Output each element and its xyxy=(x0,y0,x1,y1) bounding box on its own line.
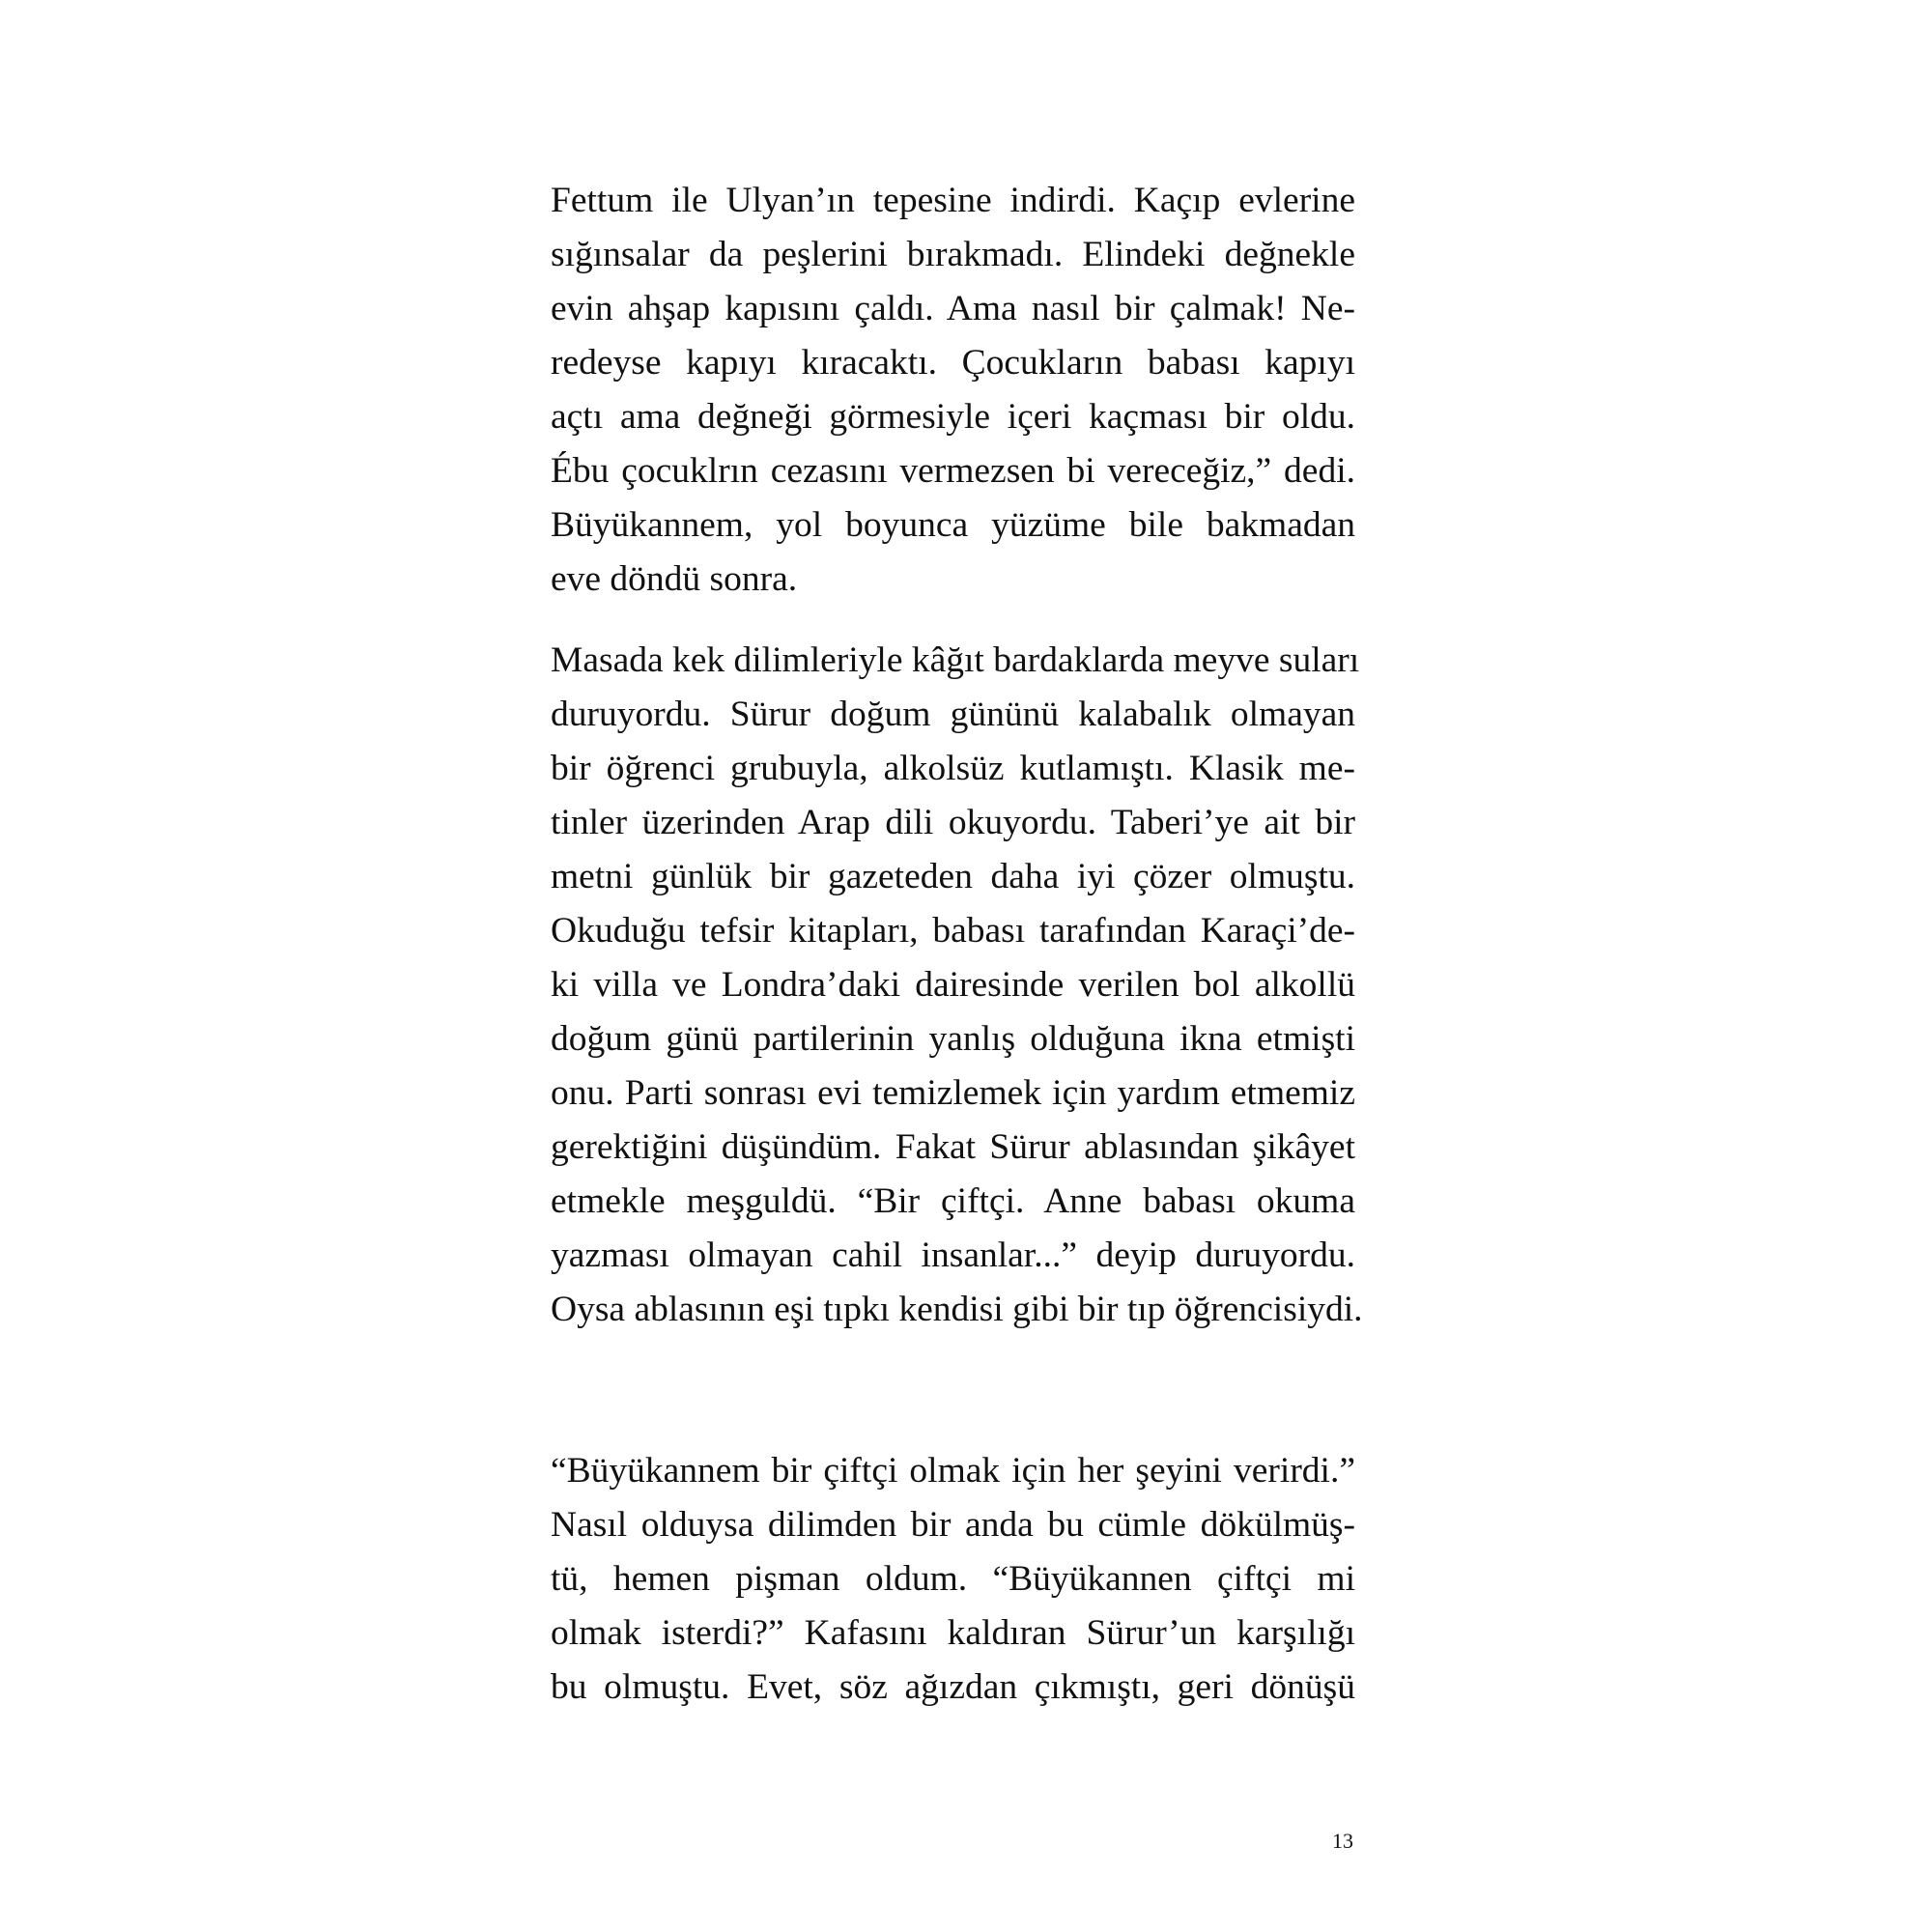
text-line: “Büyükannem bir çiftçi olmak için her şeyini verirdi.” xyxy=(551,1451,1355,1491)
text-line: sığınsalar da peşlerini bırakmadı. Elindeki değnekle xyxy=(551,235,1355,274)
text-line: eve döndü sonra. xyxy=(551,559,798,599)
text-line: doğum günü partilerinin yanlış olduğuna ikna etmişti xyxy=(551,1019,1355,1059)
text-line: Ébu çocuklrın cezasını vermezsen bi vereceğiz,” dedi. xyxy=(551,451,1355,491)
text-line: bir öğrenci grubuyla, alkolsüz kutlamıştı. Klasik me- xyxy=(551,749,1355,788)
page-number: 13 xyxy=(1332,1829,1353,1853)
text-line: Büyükannem, yol boyunca yüzüme bile bakmadan xyxy=(551,505,1355,545)
text-line: gerektiğini düşündüm. Fakat Sürur ablasından şikâyet xyxy=(551,1127,1355,1167)
text-line: tü, hemen pişman oldum. “Büyükannen çiftçi mi xyxy=(551,1559,1355,1599)
text-line: Fettum ile Ulyan’ın tepesine indirdi. Kaçıp evlerine xyxy=(551,181,1355,220)
text-line: evin ahşap kapısını çaldı. Ama nasıl bir çalmak! Ne- xyxy=(551,289,1355,328)
paragraph-2 xyxy=(551,634,1363,1337)
text-line: metni günlük bir gazeteden daha iyi çözer olmuştu. xyxy=(551,857,1355,896)
text-line: Nasıl olduysa dilimden bir anda bu cümle dökülmüş- xyxy=(551,1505,1355,1545)
text-line: bu olmuştu. Evet, söz ağızdan çıkmıştı, geri dönüşü xyxy=(551,1667,1355,1707)
text-line: açtı ama değneği görmesiyle içeri kaçması bir oldu. xyxy=(551,397,1355,437)
text-line: tinler üzerinden Arap dili okuyordu. Taberi’ye ait bir xyxy=(551,803,1355,842)
text-line: duruyordu. Sürur doğum gününü kalabalık olmayan xyxy=(551,695,1355,734)
text-line: Oysa ablasının eşi tıpkı kendisi gibi bir tıp öğrencisiydi. xyxy=(551,1290,1363,1329)
text-line: Okuduğu tefsir kitapları, babası tarafından Karaçi’de- xyxy=(551,911,1355,951)
text-line: onu. Parti sonrası evi temizlemek için yardım etmemiz xyxy=(551,1073,1355,1113)
paragraph-3 xyxy=(551,1444,1355,1715)
text-line: Masada kek dilimleriyle kâğıt bardaklarda meyve suları xyxy=(551,640,1360,680)
text-line: ki villa ve Londra’daki dairesinde verilen bol alkollü xyxy=(551,965,1355,1005)
text-line: olmak isterdi?” Kafasını kaldıran Sürur’un karşılığı xyxy=(551,1613,1355,1653)
text-line: yazması olmayan cahil insanlar...” deyip duruyordu. xyxy=(551,1236,1355,1275)
text-line: redeyse kapıyı kıracaktı. Çocukların babası kapıyı xyxy=(551,343,1355,383)
text-line: etmekle meşguldü. “Bir çiftçi. Anne babası okuma xyxy=(551,1181,1355,1221)
paragraph-1 xyxy=(551,174,1355,607)
